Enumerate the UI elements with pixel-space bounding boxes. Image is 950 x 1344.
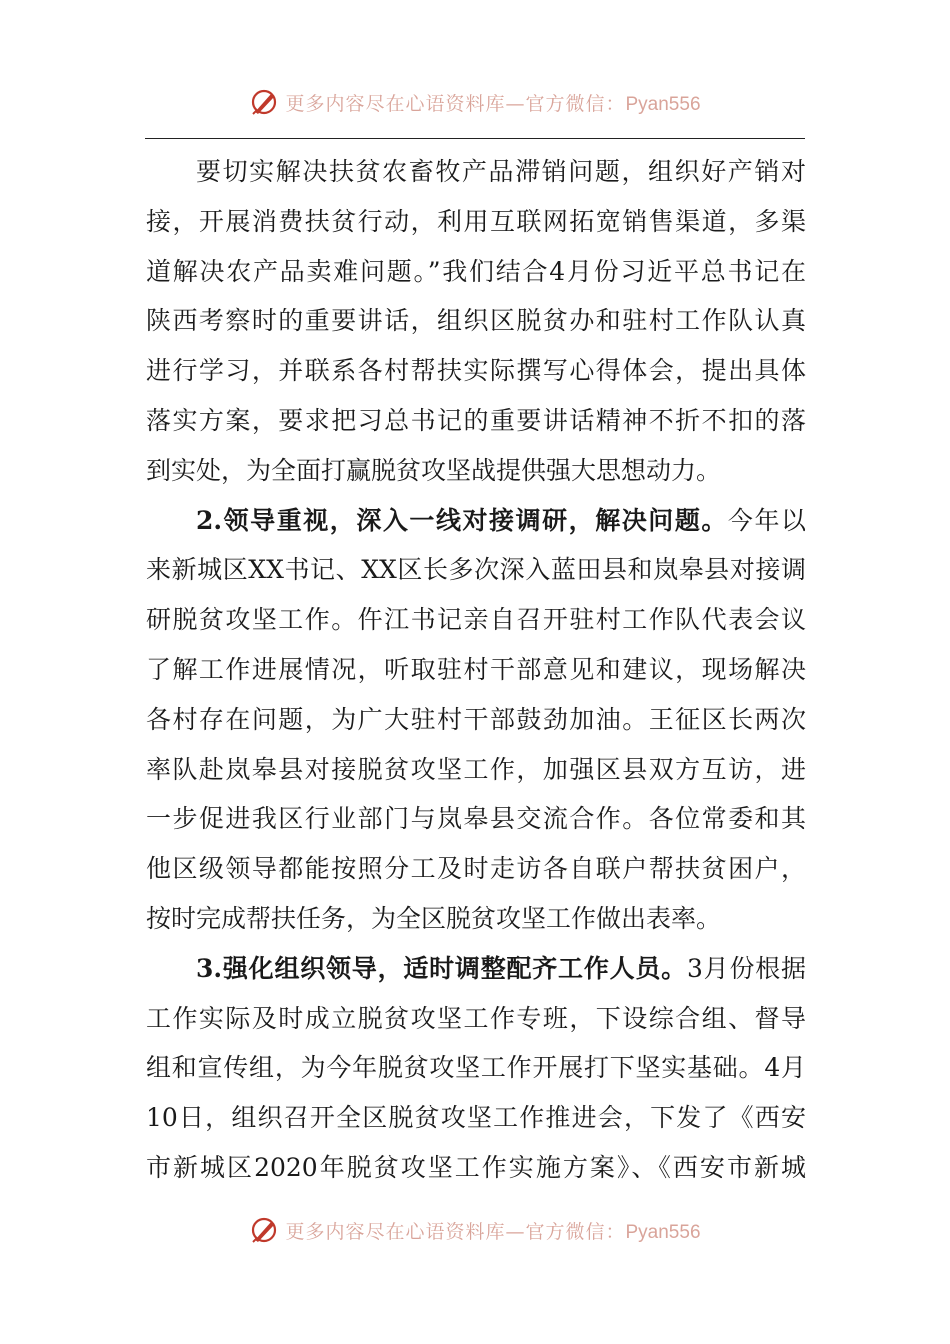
text-line: 到实处，为全面打赢脱贫攻坚战提供强大思想动力。 <box>146 455 722 485</box>
footer-banner <box>0 1210 950 1250</box>
text-line: 组和宣传组，为今年脱贫攻坚工作开展打下坚实基础。4月 <box>146 1053 806 1083</box>
pen-logo-icon <box>249 87 279 117</box>
text-line: 率队赴岚皋县对接脱贫攻坚工作，加强区县双方互访，进 <box>146 754 806 784</box>
footer-banner-text: 更多内容尽在心语资料库—官方微信：Pyan556 <box>285 1220 701 1243</box>
paragraph-2-first-line: 2.领导重视，深入一线对接调研，解决问题。今年以 <box>196 505 806 535</box>
text-line: 了解工作进展情况，听取驻村干部意见和建议，现场解决 <box>146 654 806 684</box>
document-body <box>146 147 806 1193</box>
text-line: 道解决农产品卖难问题。”我们结合4月份习近平总书记在 <box>146 256 806 286</box>
text-line: 按时完成帮扶任务，为全区脱贫攻坚工作做出表率。 <box>146 903 722 933</box>
text-line: 落实方案，要求把习总书记的重要讲话精神不折不扣的落 <box>146 405 806 435</box>
text-line: 进行学习，并联系各村帮扶实际撰写心得体会，提出具体 <box>146 356 806 386</box>
header-banner-text: 更多内容尽在心语资料库—官方微信：Pyan556 <box>285 92 701 115</box>
section-heading-2: 2.领导重视，深入一线对接调研，解决问题。 <box>196 505 728 535</box>
text-line: 研脱贫攻坚工作。仵江书记亲自召开驻村工作队代表会议 <box>146 605 806 635</box>
text-line: 陕西考察时的重要讲话，组织区脱贫办和驻村工作队认真 <box>146 306 806 336</box>
text-line: 来新城区XX书记、XX区长多次深入蓝田县和岚皋县对接调 <box>146 555 806 585</box>
pen-logo-icon <box>249 1215 279 1245</box>
text-line: 一步促进我区行业部门与岚皋县交流合作。各位常委和其 <box>146 804 806 834</box>
paragraph-3-first-line: 3.强化组织领导，适时调整配齐工作人员。3月份根据 <box>196 953 806 983</box>
header-banner <box>0 82 950 122</box>
text-line: 市新城区2020年脱贫攻坚工作实施方案》、《西安市新城 <box>146 1152 806 1182</box>
section-heading-3: 3.强化组织领导，适时调整配齐工作人员。 <box>196 953 687 983</box>
text-line: 工作实际及时成立脱贫攻坚工作专班，下设综合组、督导 <box>146 1003 806 1033</box>
header-wechat-id: Pyan556 <box>625 93 701 115</box>
text-line: 他区级领导都能按照分工及时走访各自联户帮扶贫困户， <box>146 854 806 884</box>
text-line: 接，开展消费扶贫行动，利用互联网拓宽销售渠道，多渠 <box>146 206 806 236</box>
text-line: 要切实解决扶贫农畜牧产品滞销问题，组织好产销对 <box>196 157 806 186</box>
header-divider <box>145 138 805 139</box>
footer-wechat-id: Pyan556 <box>625 1221 701 1243</box>
text-line: 各村存在问题，为广大驻村干部鼓劲加油。王征区长两次 <box>146 704 806 734</box>
text-line: 10日，组织召开全区脱贫攻坚工作推进会，下发了《西安 <box>146 1103 806 1133</box>
